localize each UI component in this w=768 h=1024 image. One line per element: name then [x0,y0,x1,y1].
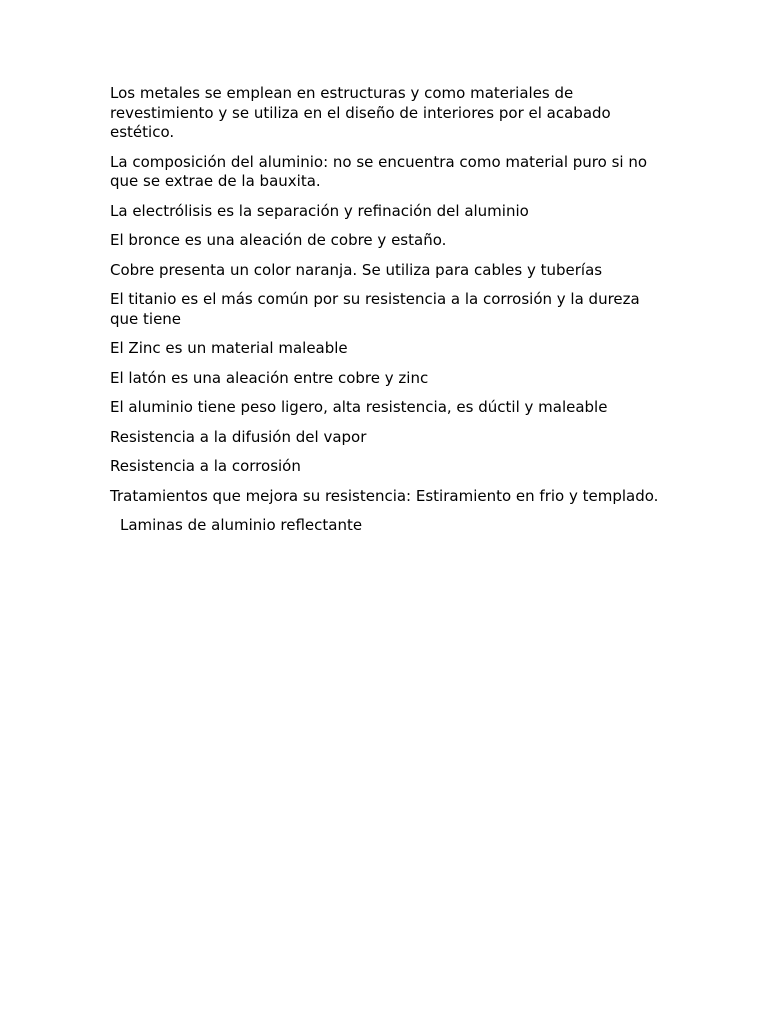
paragraph-composicion-aluminio: La composición del aluminio: no se encuentra como material puro si no que se extrae de la bauxita. [110,152,648,190]
document-body [110,84,670,546]
paragraph-zinc: El Zinc es un material maleable [110,339,348,357]
paragraph-corrosion: Resistencia a la corrosión [110,457,301,475]
paragraph-bronce: El bronce es una aleación de cobre y estaño. [110,231,447,249]
paragraph-cobre: Cobre presenta un color naranja. Se utiliza para cables y tuberías [110,260,603,279]
paragraph-difusion-vapor: Resistencia a la difusión del vapor [110,427,367,446]
paragraph-laminas: Laminas de aluminio reflectante [120,516,363,534]
paragraph-laton: El latón es una aleación entre cobre y zinc [110,368,429,387]
paragraph-electrolisis: La electrólisis es la separación y refinación del aluminio [110,201,529,220]
paragraph-aluminio-propiedades: El aluminio tiene peso ligero, alta resistencia, es dúctil y maleable [110,398,608,416]
paragraph-tratamientos: Tratamientos que mejora su resistencia: Estiramiento en frio y templado. [110,486,659,505]
paragraph-titanio: El titanio es el más común por su resistencia a la corrosión y la dureza que tiene [110,290,640,328]
paragraph-metales-uso: Los metales se emplean en estructuras y como materiales de revestimiento y se utiliza en el diseño de interiores por el acabado estético. [110,84,611,141]
